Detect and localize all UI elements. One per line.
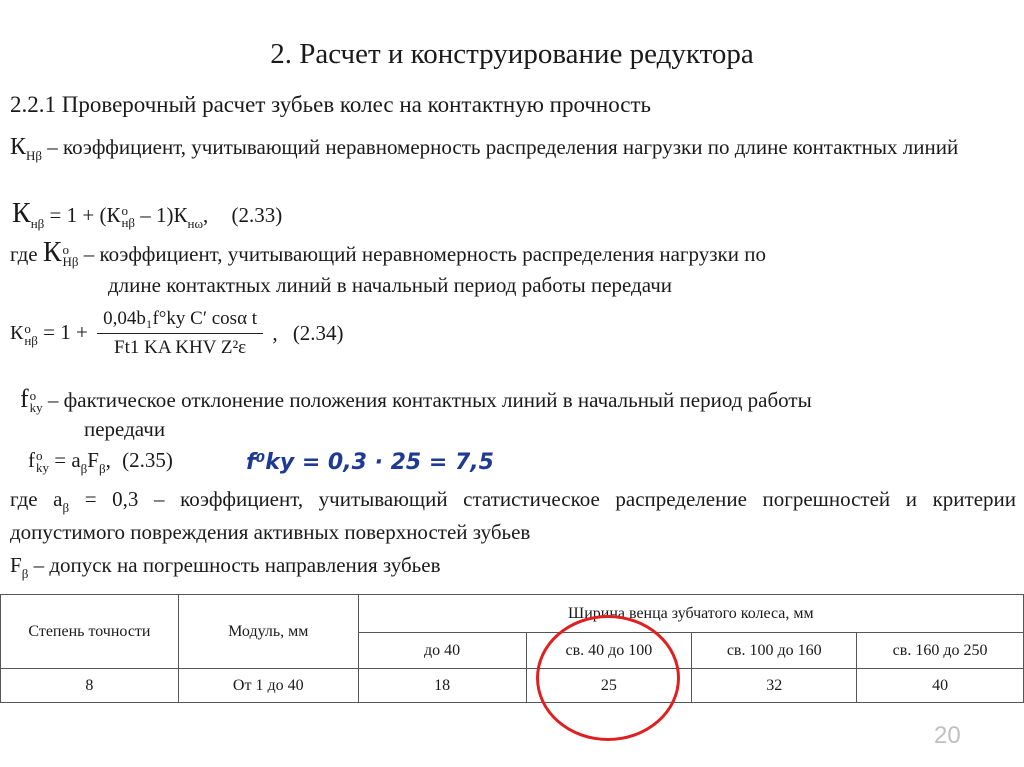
fky-sub: ky bbox=[29, 400, 43, 416]
f234-number: (2.34) bbox=[292, 321, 344, 345]
f233-k0-sup: о bbox=[121, 203, 128, 219]
f234-numerator: 0,04b₁f°ky C′ cosα t bbox=[97, 308, 263, 334]
where-label: где bbox=[10, 242, 38, 266]
table-header-row bbox=[1, 595, 1024, 633]
computed-fky-value: f⁰ky = 0,3 · 25 = 7,5 bbox=[246, 450, 494, 475]
f233-lhs-sub: нβ bbox=[30, 216, 45, 231]
k0hb-index bbox=[63, 244, 79, 268]
subheader-cell: св. 40 до 100 bbox=[526, 633, 692, 669]
f234-eq: = 1 + bbox=[43, 320, 88, 345]
page-title: 2. Расчет и конструирование редуктора bbox=[270, 38, 754, 70]
fbeta-symbol: F bbox=[10, 553, 22, 577]
f234-lhs-sub: нβ bbox=[24, 332, 38, 348]
khb-description: – коэффициент, учитывающий неравномерность распределения нагрузки по длине контактных линий bbox=[47, 135, 959, 159]
subheader-cell: до 40 bbox=[358, 633, 526, 669]
f234-tail: , bbox=[272, 321, 278, 345]
formula-2-35 bbox=[28, 448, 173, 474]
f235-a-sub: β bbox=[80, 461, 88, 476]
f233-k0-index bbox=[121, 205, 135, 229]
fky-index bbox=[30, 390, 43, 414]
fky-symbol: f bbox=[20, 384, 29, 413]
k0hb-symbol: К bbox=[42, 237, 62, 268]
table-row bbox=[1, 669, 1024, 703]
abeta-description: = 0,3 – коэффициент, учитывающий статистическое распределение погрешностей и критерии допустимого повреждения активных поверхностей зубьев bbox=[10, 487, 1016, 544]
f233-tail: , bbox=[203, 203, 209, 227]
k0hb-sup: о bbox=[62, 242, 70, 258]
header-accuracy-degree: Степень точности bbox=[1, 595, 179, 669]
f233-k0-sub: нβ bbox=[121, 215, 136, 231]
f233-eq: = 1 + (К bbox=[49, 203, 121, 227]
header-module: Модуль, мм bbox=[178, 595, 358, 669]
tolerance-table bbox=[0, 594, 1024, 703]
f235-lhs-sup: о bbox=[36, 448, 43, 464]
paragraph-k0hb bbox=[10, 238, 1016, 269]
k0hb-description-2: длине контактных линий в начальный период работы передачи bbox=[108, 273, 673, 297]
paragraph-fky bbox=[20, 384, 1016, 415]
k0hb-description-1: – коэффициент, учитывающий неравномерность распределения нагрузки по bbox=[83, 242, 766, 266]
paragraph-khb bbox=[10, 132, 1016, 165]
fky-description-2: передачи bbox=[84, 417, 166, 441]
formula-2-33 bbox=[12, 198, 282, 230]
f234-lhs-index bbox=[24, 320, 38, 348]
cell-module: От 1 до 40 bbox=[178, 669, 358, 703]
abeta-sub: β bbox=[62, 500, 70, 515]
section-subtitle: 2.2.1 Проверочный расчет зубьев колес на контактную прочность bbox=[10, 92, 652, 117]
formula-2-34 bbox=[10, 308, 344, 359]
cell-degree: 8 bbox=[1, 669, 179, 703]
f235-lhs-sub: ky bbox=[36, 460, 49, 476]
f234-denominator: Ft1 KA KHV Z²ε bbox=[114, 337, 247, 358]
cell-value: 25 bbox=[526, 669, 692, 703]
highlight-circle bbox=[536, 615, 680, 741]
f234-lhs: К bbox=[10, 322, 24, 345]
f235-lhs-index bbox=[36, 450, 49, 474]
abeta-where: где a bbox=[10, 487, 63, 511]
f234-lhs-group bbox=[10, 320, 88, 346]
subheader-cell: св. 100 до 160 bbox=[692, 633, 857, 669]
f233-lhs: К bbox=[12, 198, 31, 229]
f233-tail-sub: нω bbox=[187, 216, 204, 231]
header-face-width: Ширина венца зубчатого колеса, мм bbox=[358, 595, 1023, 633]
fbeta-description: – допуск на погрешность направления зубьев bbox=[33, 553, 441, 577]
cell-value: 32 bbox=[692, 669, 857, 703]
cell-value: 18 bbox=[358, 669, 526, 703]
f235-F-sub: β bbox=[98, 461, 106, 476]
fky-description-1: – фактическое отклонение положения контактных линий в начальный период работы bbox=[47, 388, 812, 412]
f235-tail: , bbox=[105, 448, 111, 472]
k0hb-sub: Нβ bbox=[62, 254, 79, 270]
fky-sup: о bbox=[29, 388, 37, 404]
cell-value: 40 bbox=[857, 669, 1024, 703]
f235-rhs: = a bbox=[54, 448, 81, 472]
paragraph-fbeta bbox=[10, 550, 441, 583]
f234-fraction bbox=[97, 308, 263, 359]
khb-symbol-sub: Нβ bbox=[26, 148, 43, 163]
f233-number: (2.33) bbox=[231, 203, 283, 227]
khb-symbol: К bbox=[10, 134, 27, 160]
f235-number: (2.35) bbox=[122, 448, 173, 472]
f233-mid: – 1)К bbox=[140, 203, 188, 227]
f235-lhs: f bbox=[28, 448, 35, 472]
subheader-cell: св. 160 до 250 bbox=[857, 633, 1024, 669]
fbeta-sub: β bbox=[21, 566, 29, 581]
page-number: 20 bbox=[934, 722, 961, 749]
f235-F: F bbox=[87, 448, 99, 472]
paragraph-abeta bbox=[10, 484, 1016, 547]
f234-lhs-sup: о bbox=[24, 320, 31, 336]
